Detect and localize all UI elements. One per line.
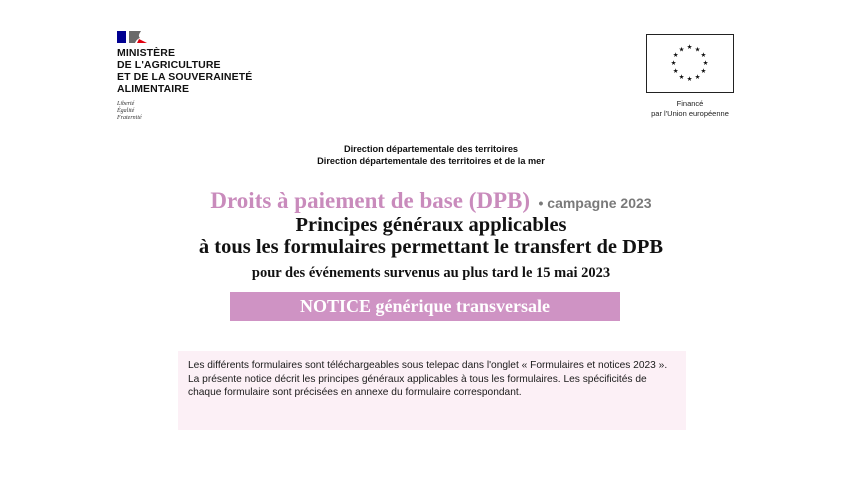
eu-flag-icon <box>646 34 734 93</box>
dpb-title: Droits à paiement de base (DPB) <box>210 188 531 213</box>
eu-star-icon: ★ <box>678 73 685 82</box>
ministry-line: ET DE LA SOUVERAINETÉ <box>117 71 253 83</box>
directions-heading <box>0 143 862 167</box>
eu-star-icon: ★ <box>686 43 693 52</box>
events-subtitle: pour des événements survenus au plus tard le 15 mai 2023 <box>251 265 611 281</box>
campaign-label: • campagne 2023 <box>538 195 652 211</box>
eu-star-icon: ★ <box>678 45 685 54</box>
eu-stars-icon <box>647 35 732 91</box>
ministry-line: DE L'AGRICULTURE <box>117 59 221 71</box>
direction-line: Direction départementale des territoires et de la mer <box>317 156 545 166</box>
eu-star-icon: ★ <box>670 59 677 68</box>
ministry-line: ALIMENTAIRE <box>117 83 190 95</box>
eu-caption-line: Financé <box>676 99 704 108</box>
eu-funding-caption <box>620 99 760 119</box>
eu-star-icon: ★ <box>700 67 707 76</box>
eu-star-icon: ★ <box>702 59 709 68</box>
motto-line: Fraternité <box>117 115 142 121</box>
principles-line: Principes généraux applicables <box>295 214 567 236</box>
info-paragraph: Les différents formulaires sont téléchargeables sous telepac dans l'onglet « Formulaires et notices 2023 ». <box>188 360 668 371</box>
document-title <box>0 188 862 214</box>
eu-star-icon: ★ <box>700 51 707 60</box>
eu-star-icon: ★ <box>686 75 693 84</box>
principles-heading <box>0 214 862 258</box>
principles-line: à tous les formulaires permettant le transfert de DPB <box>198 236 664 258</box>
ministry-line: MINISTÈRE <box>117 47 176 59</box>
marianne-icon <box>117 31 147 43</box>
info-paragraph: La présente notice décrit les principes généraux applicables à tous les formulaires. Les spécificités de chaque formulaire sont précisées en annexe du formulaire correspondant. <box>188 373 647 399</box>
eu-star-icon: ★ <box>672 51 679 60</box>
eu-star-icon: ★ <box>694 73 701 82</box>
republic-motto <box>117 101 277 122</box>
eu-caption-line: par l'Union européenne <box>651 109 729 118</box>
motto-line: Liberté <box>117 101 135 107</box>
notice-banner: NOTICE générique transversale <box>230 292 620 321</box>
direction-line: Direction départementale des territoires <box>343 144 519 154</box>
ministry-logo <box>117 31 277 122</box>
info-box <box>178 351 686 430</box>
eu-star-icon: ★ <box>672 67 679 76</box>
eu-star-icon: ★ <box>694 45 701 54</box>
motto-line: Égalité <box>117 108 135 114</box>
ministry-name <box>117 47 277 95</box>
